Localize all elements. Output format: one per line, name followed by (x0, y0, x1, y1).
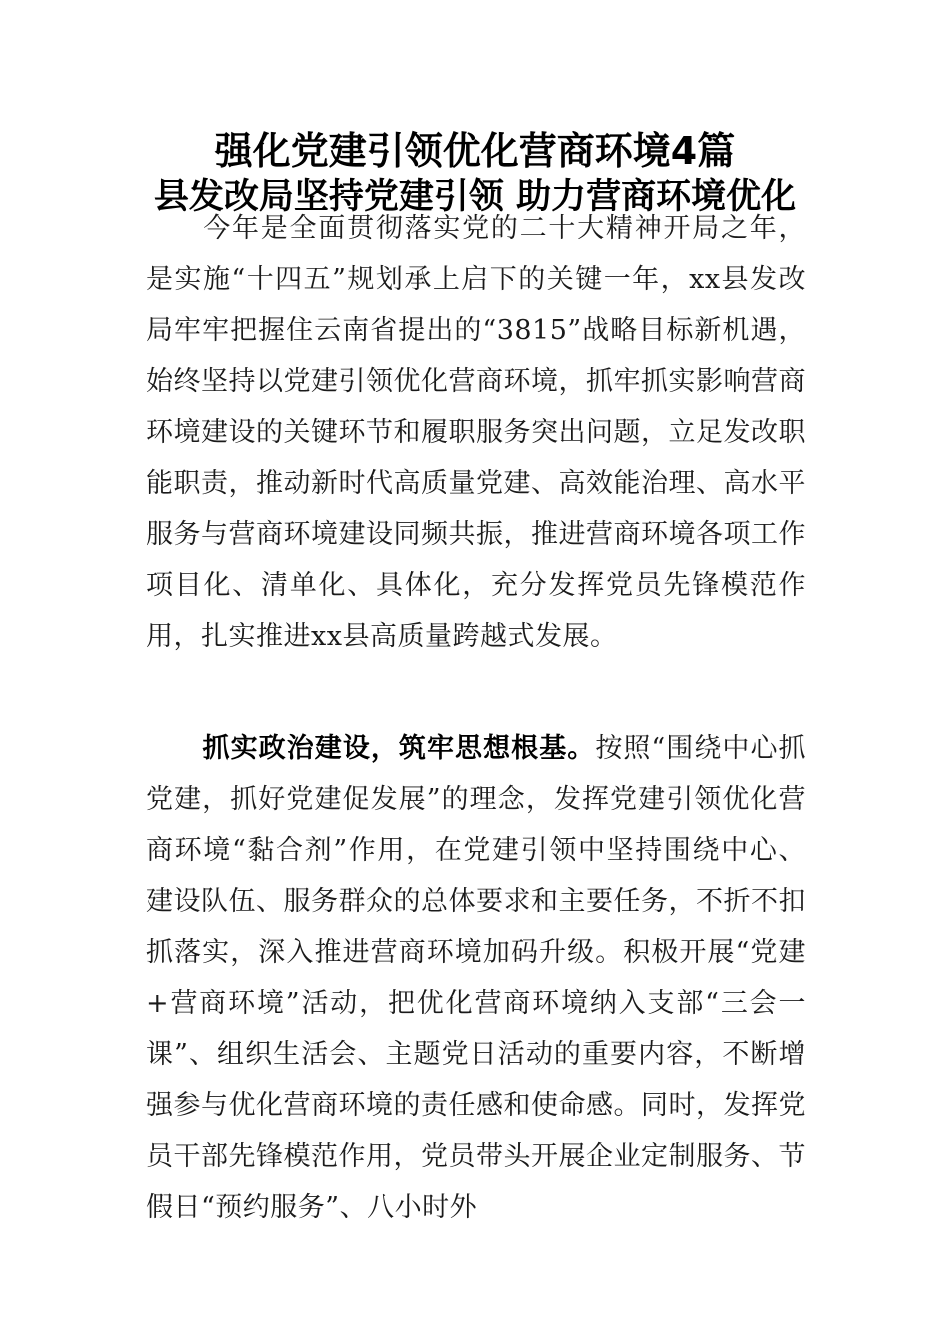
paragraph-political-building (146, 723, 806, 1233)
document-title: 强化党建引领优化营商环境4篇 (214, 129, 736, 173)
paragraph-intro (146, 203, 806, 718)
paragraph-text: 今年是全面贯彻落实党的二十大精神开局之年，是实施“十四五”规划承上启下的关键一年，xx县发改局牢牢把握住云南省提出的“3815”战略目标新机遇，始终坚持以党建引领优化营商环境，抓牢抓实影响营商环境建设的关键环节和履职服务突出问题，立足发改职能职责，推动新时代高质量党建、高效能治理、高水平服务与营商环境建设同频共振，推进营商环境各项工作项目化、清单化、具体化，充分发挥党员先锋模范作用，扎实推进xx县高质量跨越式发展。 (146, 213, 806, 652)
document-subtitle: 县发改局坚持党建引领 助力营商环境优化 (153, 177, 797, 217)
paragraph-text: 按照“围绕中心抓党建，抓好党建促发展”的理念，发挥党建引领优化营商环境“黏合剂”作用，在党建引领中坚持围绕中心、建设队伍、服务群众的总体要求和主要任务，不折不扣抓落实，深入推进营商环境加码升级。积极开展“党建+营商环境”活动，把优化营商环境纳入支部“三会一课”、组织生活会、主题党日活动的重要内容，不断增强参与优化营商环境的责任感和使命感。同时，发挥党员干部先锋模范作用，党员带头开展企业定制服务、节假日“预约服务”、八小时外 (146, 733, 806, 1223)
paragraph-lead-heading: 抓实政治建设，筑牢思想根基。 (202, 733, 596, 764)
